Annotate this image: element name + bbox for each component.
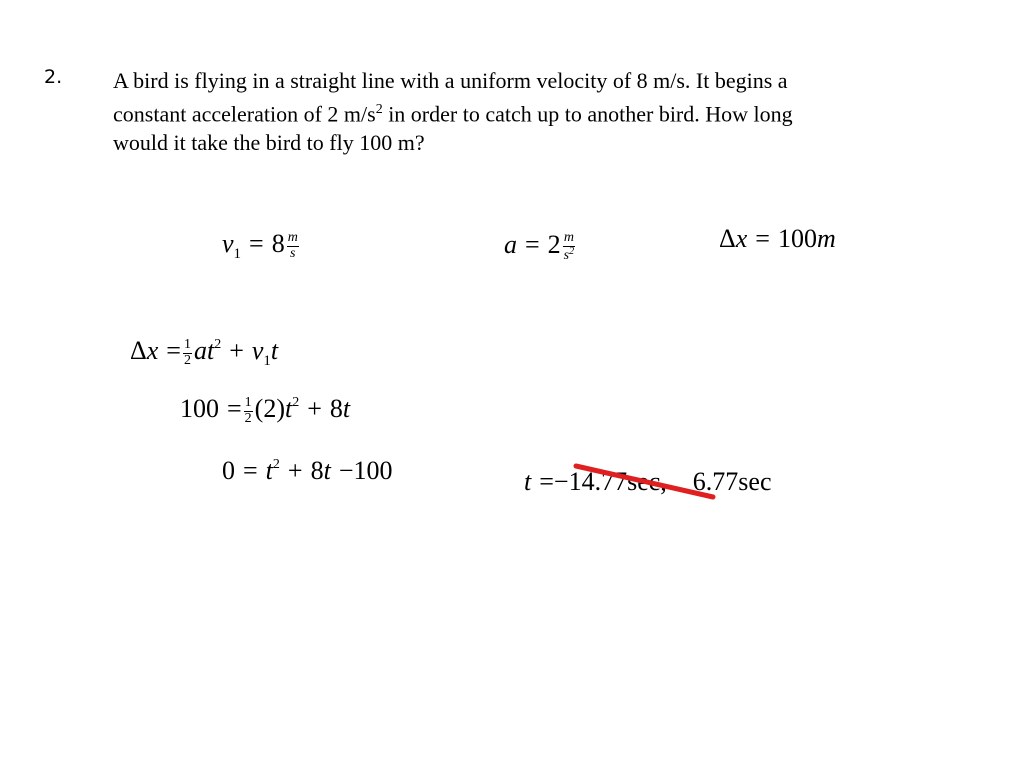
coefficient: 8 (310, 456, 324, 485)
acceleration-paren: (2) (254, 394, 285, 424)
v-symbol: v (251, 336, 264, 366)
problem-line-1: A bird is flying in a straight line with a uniform velocity of 8 m/s. It begins a (113, 68, 788, 93)
exponent: 2 (292, 395, 300, 411)
t-symbol: t (270, 336, 279, 366)
problem-line-3: would it take the bird to fly 100 m? (113, 130, 425, 156)
problem-line-2-rest: in order to catch up to another bird. How long (382, 101, 793, 127)
rejected-root: −14.77sec, (553, 467, 667, 496)
displacement-symbol: x (735, 224, 748, 253)
accepted-root: 6.77sec (692, 467, 772, 496)
minus-sign: − (338, 456, 354, 485)
lhs-value: 100 (180, 394, 219, 424)
acceleration-unit: $\frac{m}{s^2}$ (563, 230, 575, 263)
equals-sign: = (249, 229, 264, 259)
equals-sign: = (525, 230, 540, 260)
coefficient: 8 (329, 394, 343, 424)
plus-sign: + (287, 456, 303, 485)
lhs-value: 0 (222, 456, 235, 485)
equals-sign: = (755, 224, 770, 253)
equals-sign: = (539, 467, 554, 496)
question-number: 2. (44, 66, 63, 88)
exponent: 2 (214, 337, 222, 353)
t-symbol: t (342, 394, 351, 424)
t-symbol: t (206, 336, 215, 366)
equals-sign: = (243, 456, 258, 485)
velocity-value: 8 (271, 229, 285, 259)
v-subscript: 1 (263, 353, 271, 370)
one-half-fraction: $\frac{1}{2}$ (183, 337, 191, 368)
constant: 100 (353, 456, 393, 485)
plus-sign: + (229, 336, 244, 366)
acceleration-symbol: a (504, 230, 517, 260)
red-strike-line (576, 466, 713, 497)
problem-line-2-text: constant acceleration of 2 m/s (113, 101, 376, 127)
displacement-value: 100 (777, 224, 817, 253)
t-symbol: t (524, 467, 532, 496)
displacement-unit: m (816, 224, 836, 253)
equals-sign: = (166, 336, 181, 366)
t-symbol: t (323, 456, 331, 485)
a-symbol: a (193, 336, 207, 366)
velocity-symbol: v (222, 229, 234, 259)
plus-sign: + (307, 394, 322, 424)
one-half-fraction: $\frac{1}{2}$ (244, 395, 252, 426)
exponent: 2 (272, 457, 280, 472)
velocity-unit: $\frac{m}{s}$ (287, 230, 298, 261)
delta-symbol: Δ (719, 224, 736, 253)
problem-line-2-exponent: 2 (375, 102, 383, 117)
t-symbol: t (265, 456, 273, 485)
equals-sign: = (227, 394, 242, 424)
velocity-subscript: 1 (233, 246, 242, 263)
x-symbol: x (146, 336, 159, 366)
delta-symbol: Δ (130, 336, 147, 366)
t-symbol: t (285, 394, 293, 424)
acceleration-value: 2 (547, 230, 561, 260)
